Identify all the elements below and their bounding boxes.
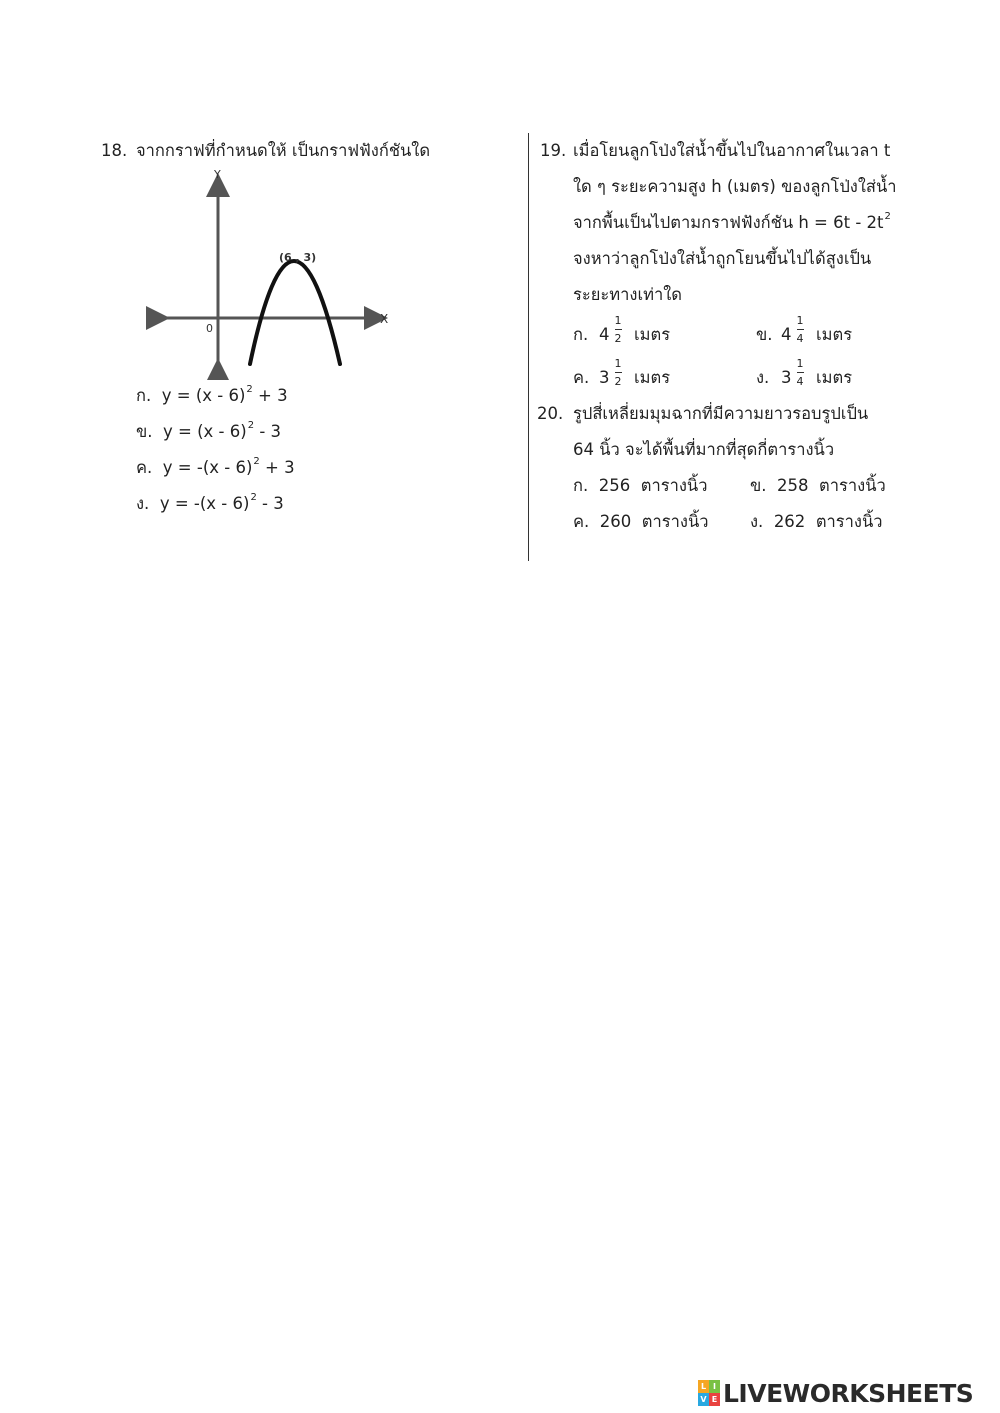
choice-unit: ตารางนิ้ว [641,512,709,531]
q19-line-2: ใด ๆ ระยะความสูง h (เมตร) ของลูกโป่งใส่น้ำ [573,177,897,196]
logo-icon [698,1380,720,1406]
choice-label: ข. [136,422,153,441]
choice-unit: เมตร [634,368,671,387]
q20-choice-c[interactable] [573,512,709,532]
choice-unit: เมตร [634,325,671,344]
fraction-denominator: 2 [614,375,622,388]
choice-label: ข. [756,325,773,344]
choice-exponent: 2 [246,384,253,395]
q19-line-3 [573,213,891,236]
q20-choice-d[interactable] [750,512,883,532]
choice-unit: เมตร [816,368,853,387]
fraction-denominator: 4 [796,332,804,345]
choice-label: ง. [750,512,764,531]
choice-label: ก. [573,325,589,344]
fraction-numerator: 1 [796,357,804,370]
choice-label: ง. [756,368,770,387]
logo-box-letter: V [698,1393,709,1406]
q18-y-label: Y [214,168,221,181]
logo-box-letter: L [698,1380,709,1393]
q20-choice-a[interactable] [573,476,707,496]
fraction-numerator: 1 [796,314,804,327]
liveworksheets-logo[interactable] [698,1378,973,1408]
choice-expr: y = (x - 6) [161,386,246,405]
choice-expr-rest: - 3 [254,422,282,441]
choice-unit: ตารางนิ้ว [640,476,708,495]
choice-expr: y = (x - 6) [163,422,247,441]
choice-label: ง. [136,494,150,513]
q19-line-4: จงหาว่าลูกโป่งใส่น้ำถูกโยนขึ้นไปได้สูงเป็น [573,249,872,268]
column-divider [528,133,529,561]
q19-line-3-text: จากพื้นเป็นไปตามกราฟฟังก์ชัน h = 6t - 2t [573,213,884,232]
choice-label: ข. [750,476,767,495]
choice-fraction [613,315,623,344]
fraction-numerator: 1 [614,357,622,370]
choice-fraction [795,315,805,344]
choice-exponent: 2 [247,420,255,431]
choice-fraction [613,358,623,387]
choice-label: ก. [573,476,589,495]
q20-line-1: รูปสี่เหลี่ยมมุมฉากที่มีความยาวรอบรูปเป็น [573,404,869,423]
q20-line-2: 64 นิ้ว จะได้พื้นที่มากที่สุดกี่ตารางนิ้ว [573,440,835,459]
fraction-numerator: 1 [614,314,622,327]
choice-label: ค. [573,512,590,531]
choice-whole: 3 [781,368,792,387]
logo-box-letter: I [709,1380,720,1393]
q19-number: 19. [540,141,567,160]
q18-graph [140,165,400,380]
choice-whole: 4 [599,325,610,344]
choice-whole: 4 [781,325,792,344]
choice-label: ก. [136,386,152,405]
choice-value: 262 [773,512,806,531]
q18-number: 18. [101,141,128,160]
choice-value: 256 [598,476,631,495]
choice-expr-rest: + 3 [259,458,295,477]
q18-choice-b[interactable] [136,422,281,445]
choice-value: 260 [599,512,632,531]
choice-unit: เมตร [816,325,853,344]
logo-box-letter: E [709,1393,720,1406]
choice-value: 258 [777,476,809,495]
choice-unit: ตารางนิ้ว [819,476,886,495]
choice-expr: y = -(x - 6) [162,458,253,477]
choice-unit: ตารางนิ้ว [815,512,883,531]
choice-fraction [795,358,805,387]
q19-line-5: ระยะทางเท่าใด [573,285,683,304]
q18-choice-a[interactable] [136,386,288,409]
q18-question: จากกราฟที่กำหนดให้ เป็นกราฟฟังก์ชันใด [136,141,431,160]
q18-choice-c[interactable] [136,458,295,481]
choice-expr-rest: - 3 [256,494,284,513]
fraction-denominator: 2 [614,332,622,345]
choice-label: ค. [136,458,153,477]
q20-number: 20. [537,404,564,423]
fraction-denominator: 4 [796,375,804,388]
q18-choice-d[interactable] [136,494,284,517]
choice-exponent: 2 [250,492,257,503]
q18-origin-label: 0 [206,322,213,335]
choice-expr-rest: + 3 [252,386,288,405]
q18-vertex-label: (6 , 3) [279,251,317,264]
choice-expr: y = -(x - 6) [159,494,250,513]
q19-line-1: เมื่อโยนลูกโป่งใส่น้ำขึ้นไปในอากาศในเวลา t [573,141,891,160]
choice-whole: 3 [599,368,610,387]
q18-parabola [250,261,340,364]
q18-x-label: X [380,312,389,326]
q19-exponent: 2 [884,211,891,222]
logo-text: LIVEWORKSHEETS [723,1378,974,1408]
choice-label: ค. [573,368,590,387]
choice-exponent: 2 [253,456,260,467]
q20-choice-b[interactable] [750,476,886,496]
